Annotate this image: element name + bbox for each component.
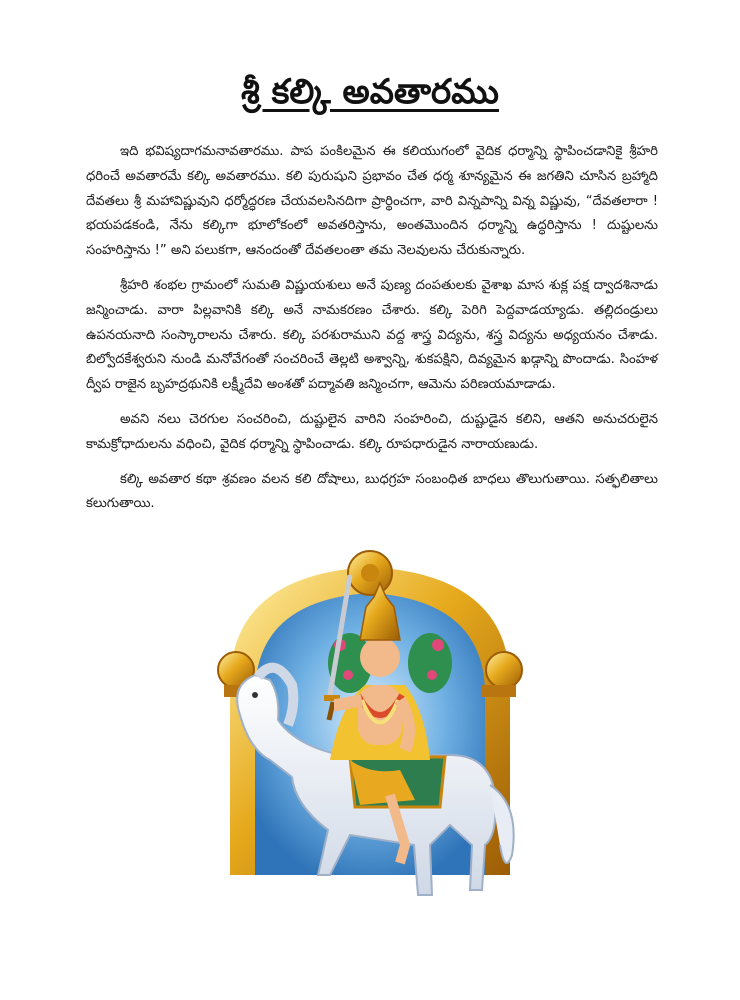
paragraph-1: ఇది భవిష్యదాగమనావతారము. పాప పంకిలమైన ఈ కలియుగంలో వైదిక ధర్మాన్ని స్థాపించడానికై శ్రీహరి ధరించే అవతారమే కల్కి అవతారము. కలి పురుషుని ప్రభావం చేత ధర్మ శూన్యమైన ఈ జగతిని చూసిన బ్రహ్మాది దేవతలు శ్రీ మహావిష్ణువుని ధర్మోద్ధరణ చేయవలసినదిగా ప్రార్థించగా, వారి విన్నపాన్ని విన్న విష్ణువు, “దేవతలారా ! భయపడకండి, నేను కల్కిగా భూలోకంలో అవతరిస్తాను, అంతమొందిన ధర్మాన్ని ఉద్ధరిస్తాను ! దుష్టులను సంహరిస్తాను !” అని పలుకగా, ఆనందంతో దేవతలంతా తమ నెలవులను చేరుకున్నారు.: [86, 144, 658, 259]
page-title: శ్రీ కల్కి అవతారము: [241, 72, 499, 112]
paragraph-3: అవని నలు చెరగుల సంచరించి, దుష్టులైన వారిని సంహరించి, దుష్టుడైన కలిని, ఆతని అనుచరులైన కామక్రోధాదులను వధించి, వైదిక ధర్మాన్ని స్థాపించాడు. కల్కి రూపధారుడైన నారాయణుడు.: [86, 411, 658, 452]
paragraph-2: శ్రీహరి శంభల గ్రామంలో సుమతి విష్ణుయశులు అనే పుణ్య దంపతులకు వైశాఖ మాస శుక్ల పక్ష ద్వాదశినాడు జన్మించాడు. వారా పిల్లవానికి కల్కి అనే నామకరణం చేశారు. కల్కి పెరిగి పెద్దవాడయ్యాడు. తల్లిదండ్రులు ఉపనయనాది సంస్కారాలను చేశారు. కల్కి పరశురాముని వద్ద శాస్త్ర విద్యను, శస్త్ర విద్యను అధ్యయనం చేశాడు. బిల్వోదకేశ్వరుని నుండి మనోవేగంతో సంచరించే తెల్లటి అశ్వాన్ని, శుకపక్షిని, దివ్యమైన ఖడ్గాన్ని పొందాడు. సింహళ ద్వీప రాజైన బృహద్రథునికి లక్ష్మీదేవి అంశతో పద్మావతి జన్మించగా, ఆమెను పరిణయమాడాడు.: [86, 277, 658, 393]
kalki-illustration: [200, 545, 540, 945]
body-text: [86, 140, 658, 527]
paragraph-4: కల్కి అవతార కథా శ్రవణం వలన కలి దోషాలు, బుధగ్రహ సంబంధిత బాధలు తొలుగుతాయి. సత్ఫలితాలు కలుగుతాయి.: [86, 471, 658, 512]
